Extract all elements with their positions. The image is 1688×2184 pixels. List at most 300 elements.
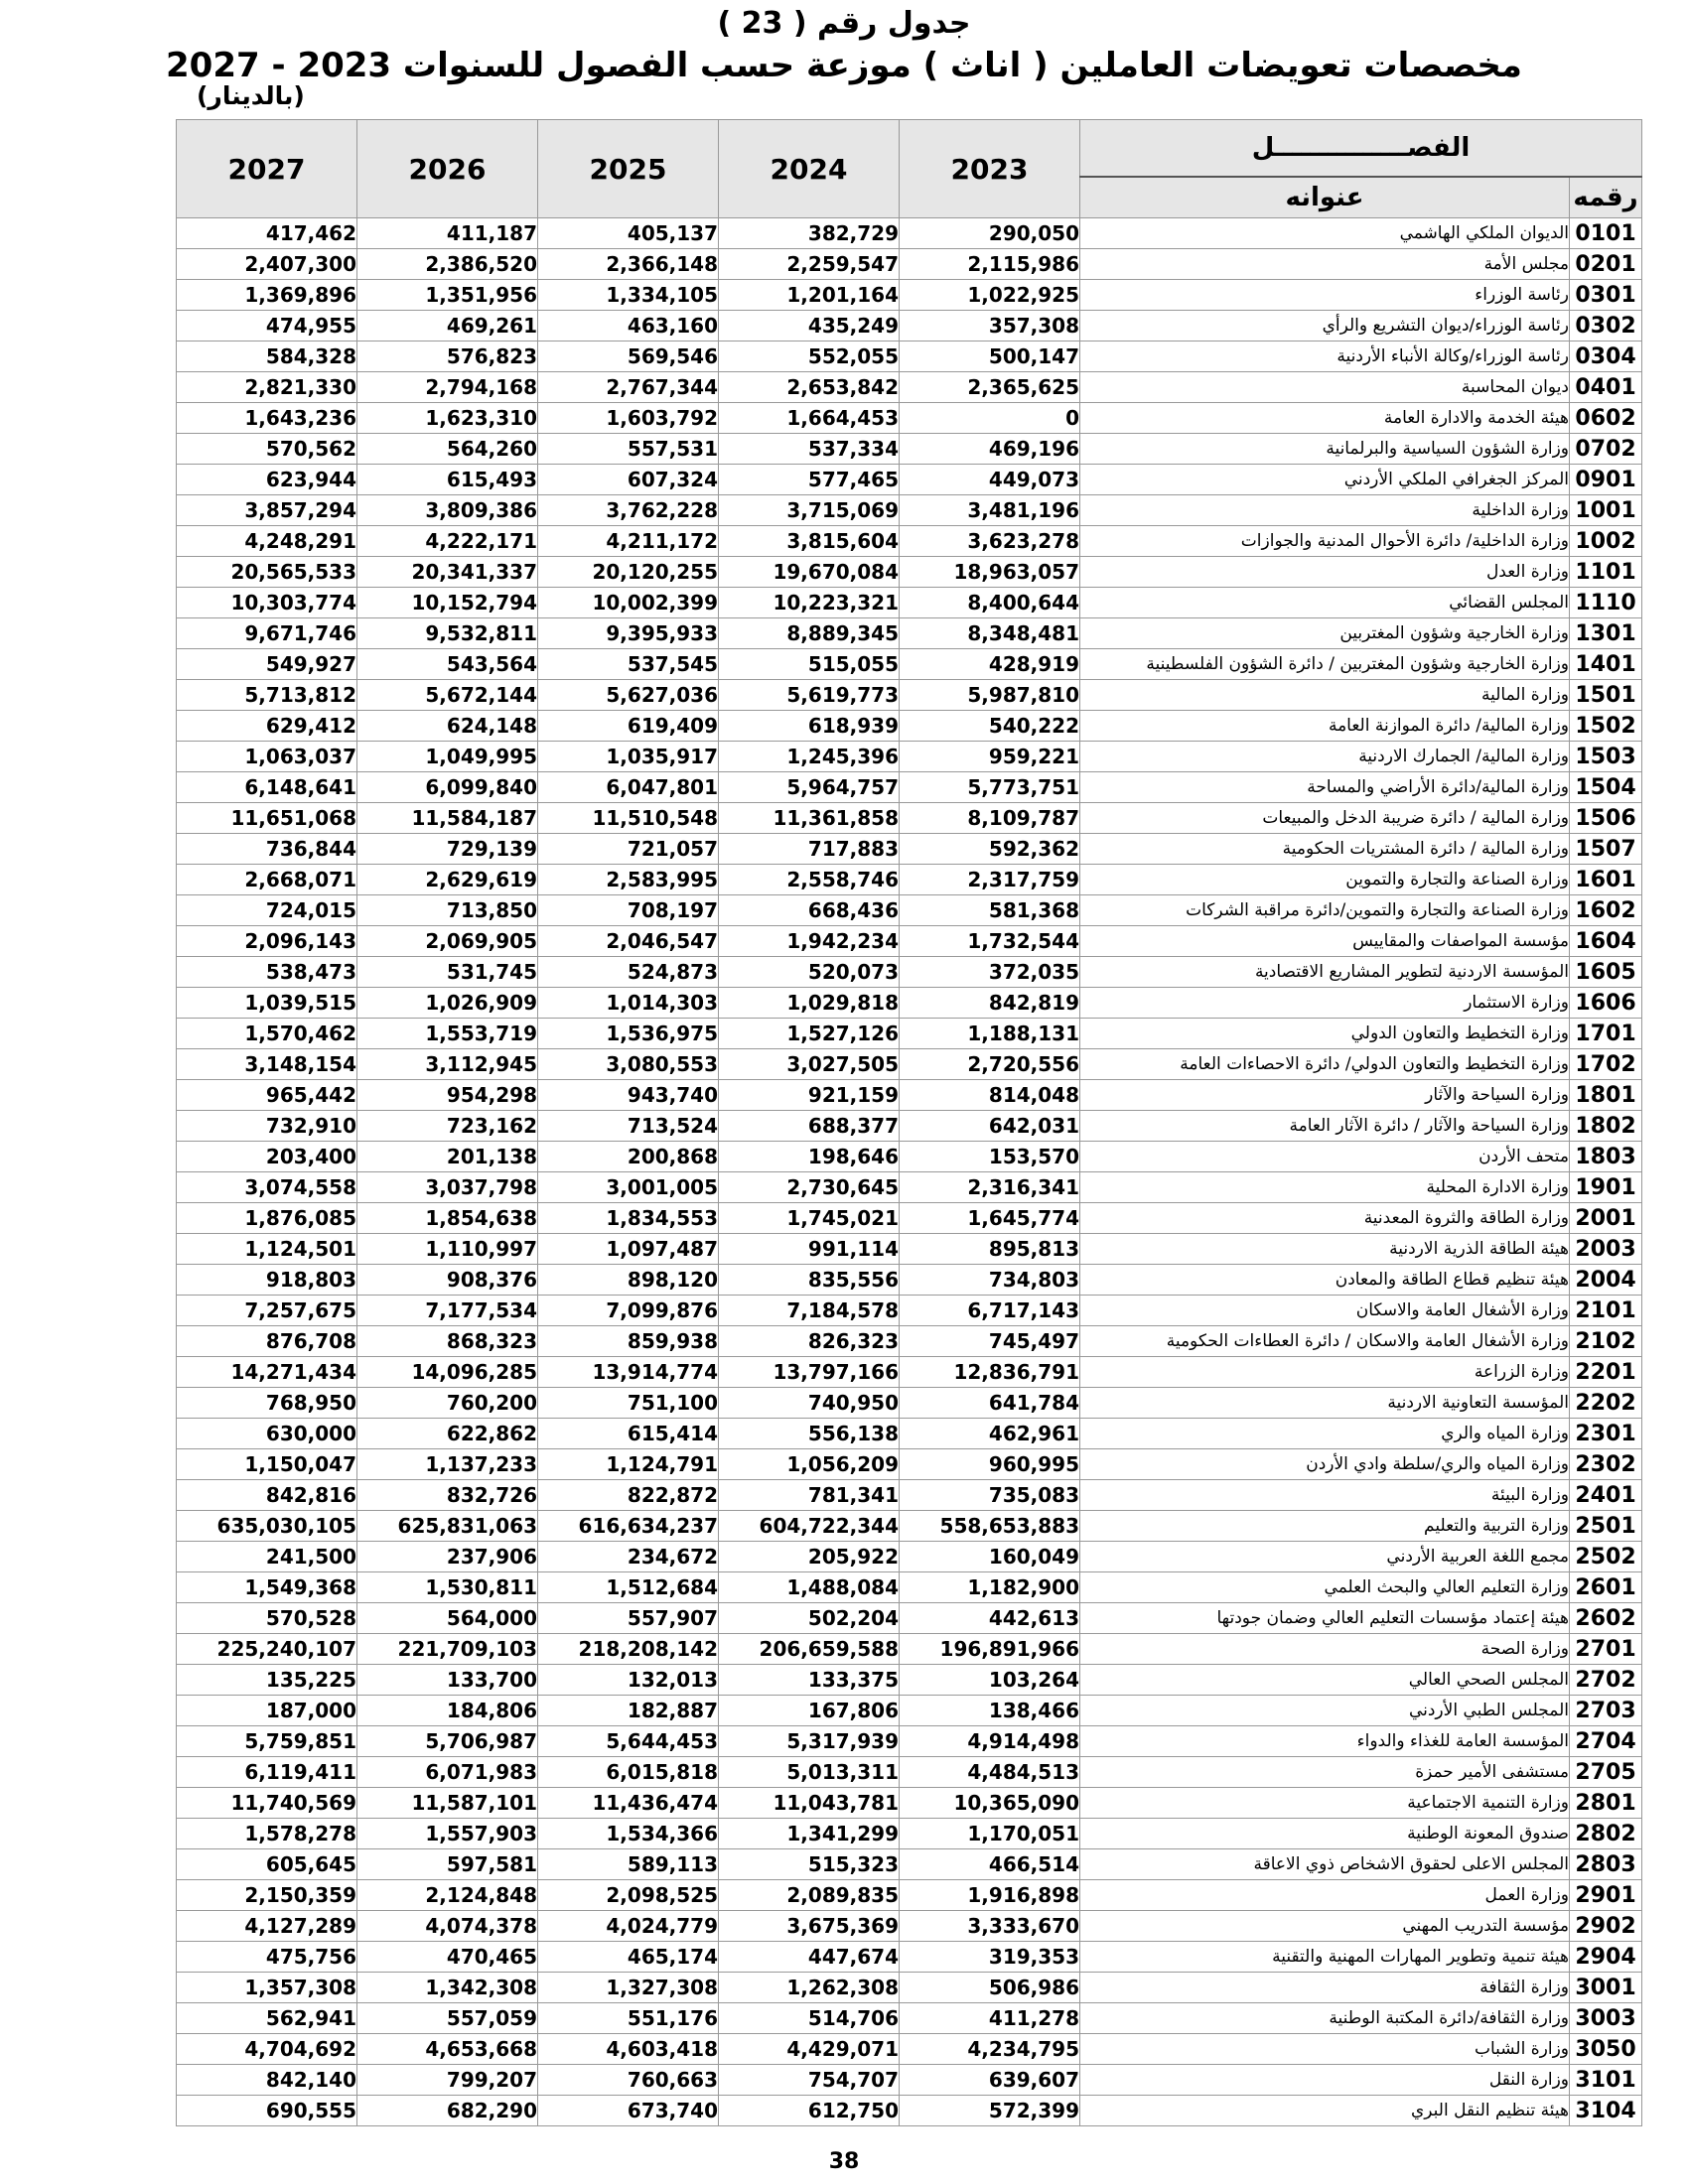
value-2027: 570,528: [177, 1603, 357, 1634]
value-2026: 557,059: [357, 2003, 538, 2034]
chapter-name: وزارة التربية والتعليم: [1080, 1511, 1570, 1542]
chapter-code: 3003: [1570, 2003, 1642, 2034]
chapter-name: وزارة الطاقة والثروة المعدنية: [1080, 1203, 1570, 1234]
value-2023: 469,196: [900, 434, 1080, 465]
value-2025: 4,603,418: [538, 2034, 719, 2065]
chapter-name: وزارة الداخلية/ دائرة الأحوال المدنية والجوازات: [1080, 526, 1570, 557]
value-2024: 5,964,757: [719, 772, 900, 803]
value-2023: 2,720,556: [900, 1049, 1080, 1080]
value-2024: 13,797,166: [719, 1357, 900, 1388]
value-2025: 760,663: [538, 2065, 719, 2096]
table-subtitle: مخصصات تعويضات العاملين ( اناث ) موزعة حسب الفصول للسنوات 2023 - 2027: [166, 46, 1522, 85]
value-2026: 6,071,983: [357, 1757, 538, 1788]
header-year-2023: 2023: [900, 120, 1080, 218]
value-2025: 13,914,774: [538, 1357, 719, 1388]
table-row: [177, 2034, 1642, 2065]
chapter-name: وزارة المالية / دائرة ضريبة الدخل والمبيعات: [1080, 803, 1570, 834]
chapter-code: 2901: [1570, 1880, 1642, 1911]
table-row: [177, 1911, 1642, 1942]
chapter-name: هيئة تنمية وتطوير المهارات المهنية والتقنية: [1080, 1942, 1570, 1973]
chapter-name: وزارة المالية: [1080, 680, 1570, 711]
value-2027: 1,124,501: [177, 1234, 357, 1265]
chapter-code: 0301: [1570, 280, 1642, 311]
value-2026: 1,137,233: [357, 1449, 538, 1480]
table-row: [177, 895, 1642, 926]
value-2023: 500,147: [900, 341, 1080, 372]
value-2026: 760,200: [357, 1388, 538, 1419]
value-2027: 635,030,105: [177, 1511, 357, 1542]
value-2025: 589,113: [538, 1849, 719, 1880]
value-2027: 724,015: [177, 895, 357, 926]
chapter-name: وزارة المالية/دائرة الأراضي والمساحة: [1080, 772, 1570, 803]
table-row: [177, 1788, 1642, 1819]
value-2025: 3,001,005: [538, 1172, 719, 1203]
value-2025: 557,531: [538, 434, 719, 465]
value-2023: 18,963,057: [900, 557, 1080, 588]
value-2024: 8,889,345: [719, 618, 900, 649]
value-2026: 221,709,103: [357, 1634, 538, 1665]
chapter-name: المجلس الطبي الأردني: [1080, 1696, 1570, 1726]
value-2024: 612,750: [719, 2096, 900, 2126]
table-row: [177, 434, 1642, 465]
chapter-name: مؤسسة التدريب المهني: [1080, 1911, 1570, 1942]
value-2024: 1,664,453: [719, 403, 900, 434]
value-2027: 9,671,746: [177, 618, 357, 649]
table-row: [177, 1357, 1642, 1388]
value-2026: 1,110,997: [357, 1234, 538, 1265]
value-2027: 584,328: [177, 341, 357, 372]
chapter-code: 1502: [1570, 711, 1642, 742]
value-2025: 405,137: [538, 218, 719, 249]
value-2026: 1,623,310: [357, 403, 538, 434]
value-2025: 1,603,792: [538, 403, 719, 434]
chapter-name: وزارة التخطيط والتعاون الدولي/ دائرة الاحصاءات العامة: [1080, 1049, 1570, 1080]
value-2023: 1,022,925: [900, 280, 1080, 311]
value-2024: 2,558,746: [719, 865, 900, 895]
value-2025: 2,046,547: [538, 926, 719, 957]
chapter-code: 2705: [1570, 1757, 1642, 1788]
chapter-code: 2302: [1570, 1449, 1642, 1480]
value-2026: 14,096,285: [357, 1357, 538, 1388]
chapter-name: وزارة الثقافة: [1080, 1973, 1570, 2003]
value-2025: 9,395,933: [538, 618, 719, 649]
value-2027: 732,910: [177, 1111, 357, 1142]
chapter-name: مؤسسة المواصفات والمقاييس: [1080, 926, 1570, 957]
value-2026: 20,341,337: [357, 557, 538, 588]
chapter-code: 2101: [1570, 1296, 1642, 1326]
value-2025: 6,047,801: [538, 772, 719, 803]
table-row: [177, 2096, 1642, 2126]
value-2024: 382,729: [719, 218, 900, 249]
table-row: [177, 1326, 1642, 1357]
table-row: [177, 2065, 1642, 2096]
value-2027: 4,704,692: [177, 2034, 357, 2065]
chapter-code: 1701: [1570, 1019, 1642, 1049]
value-2024: 3,027,505: [719, 1049, 900, 1080]
chapter-code: 1002: [1570, 526, 1642, 557]
value-2027: 876,708: [177, 1326, 357, 1357]
table-row: [177, 1880, 1642, 1911]
value-2023: 12,836,791: [900, 1357, 1080, 1388]
value-2027: 475,756: [177, 1942, 357, 1973]
table-row: [177, 1634, 1642, 1665]
chapter-code: 2501: [1570, 1511, 1642, 1542]
value-2023: 895,813: [900, 1234, 1080, 1265]
chapter-code: 1802: [1570, 1111, 1642, 1142]
value-2025: 4,211,172: [538, 526, 719, 557]
table-row: [177, 526, 1642, 557]
value-2023: 3,333,670: [900, 1911, 1080, 1942]
value-2026: 832,726: [357, 1480, 538, 1511]
value-2026: 682,290: [357, 2096, 538, 2126]
value-2027: 1,039,515: [177, 988, 357, 1019]
value-2023: 10,365,090: [900, 1788, 1080, 1819]
table-body: [177, 218, 1642, 2126]
table-row: [177, 1019, 1642, 1049]
value-2027: 965,442: [177, 1080, 357, 1111]
value-2024: 435,249: [719, 311, 900, 341]
header-year-2027: 2027: [177, 120, 357, 218]
value-2024: 668,436: [719, 895, 900, 926]
chapter-name: وزارة الأشغال العامة والاسكان / دائرة العطاءات الحكومية: [1080, 1326, 1570, 1357]
value-2023: 639,607: [900, 2065, 1080, 2096]
value-2027: 3,074,558: [177, 1172, 357, 1203]
value-2024: 205,922: [719, 1542, 900, 1572]
value-2027: 474,955: [177, 311, 357, 341]
chapter-code: 1101: [1570, 557, 1642, 588]
value-2024: 1,745,021: [719, 1203, 900, 1234]
value-2025: 943,740: [538, 1080, 719, 1111]
value-2023: 1,645,774: [900, 1203, 1080, 1234]
value-2027: 135,225: [177, 1665, 357, 1696]
value-2024: 19,670,084: [719, 557, 900, 588]
value-2027: 6,148,641: [177, 772, 357, 803]
chapter-code: 2301: [1570, 1419, 1642, 1449]
value-2027: 4,127,289: [177, 1911, 357, 1942]
value-2024: 198,646: [719, 1142, 900, 1172]
value-2023: 2,115,986: [900, 249, 1080, 280]
value-2025: 5,644,453: [538, 1726, 719, 1757]
chapter-code: 0304: [1570, 341, 1642, 372]
chapter-name: وزارة الصناعة والتجارة والتموين: [1080, 865, 1570, 895]
value-2026: 3,809,386: [357, 495, 538, 526]
chapter-name: المجلس الصحي العالي: [1080, 1665, 1570, 1696]
table-row: [177, 1203, 1642, 1234]
value-2023: 642,031: [900, 1111, 1080, 1142]
value-2026: 2,794,168: [357, 372, 538, 403]
value-2024: 2,089,835: [719, 1880, 900, 1911]
chapter-code: 1401: [1570, 649, 1642, 680]
table-row: [177, 711, 1642, 742]
value-2023: 411,278: [900, 2003, 1080, 2034]
value-2024: 1,262,308: [719, 1973, 900, 2003]
value-2027: 842,140: [177, 2065, 357, 2096]
value-2024: 167,806: [719, 1696, 900, 1726]
value-2026: 4,653,668: [357, 2034, 538, 2065]
chapter-name: وزارة الزراعة: [1080, 1357, 1570, 1388]
value-2025: 463,160: [538, 311, 719, 341]
chapter-code: 1506: [1570, 803, 1642, 834]
value-2027: 11,740,569: [177, 1788, 357, 1819]
chapter-name: وزارة المياه والري: [1080, 1419, 1570, 1449]
chapter-code: 0302: [1570, 311, 1642, 341]
chapter-name: مجلس الأمة: [1080, 249, 1570, 280]
table-row: [177, 988, 1642, 1019]
value-2026: 2,124,848: [357, 1880, 538, 1911]
value-2023: 592,362: [900, 834, 1080, 865]
value-2024: 514,706: [719, 2003, 900, 2034]
value-2026: 713,850: [357, 895, 538, 926]
chapter-code: 2602: [1570, 1603, 1642, 1634]
value-2026: 868,323: [357, 1326, 538, 1357]
table-row: [177, 1111, 1642, 1142]
value-2027: 2,668,071: [177, 865, 357, 895]
value-2023: 428,919: [900, 649, 1080, 680]
value-2027: 562,941: [177, 2003, 357, 2034]
value-2026: 5,706,987: [357, 1726, 538, 1757]
value-2024: 688,377: [719, 1111, 900, 1142]
value-2027: 1,570,462: [177, 1019, 357, 1049]
value-2025: 619,409: [538, 711, 719, 742]
chapter-name: هيئة الخدمة والادارة العامة: [1080, 403, 1570, 434]
value-2026: 1,530,811: [357, 1572, 538, 1603]
chapter-code: 0101: [1570, 218, 1642, 249]
value-2023: 2,365,625: [900, 372, 1080, 403]
table-row: [177, 1973, 1642, 2003]
chapter-name: وزارة الخارجية وشؤون المغتربين / دائرة الشؤون الفلسطينية: [1080, 649, 1570, 680]
table-row: [177, 1942, 1642, 1973]
chapter-name: متحف الأردن: [1080, 1142, 1570, 1172]
value-2026: 411,187: [357, 218, 538, 249]
value-2026: 1,049,995: [357, 742, 538, 772]
value-2023: 466,514: [900, 1849, 1080, 1880]
value-2023: 196,891,966: [900, 1634, 1080, 1665]
value-2023: 4,484,513: [900, 1757, 1080, 1788]
chapter-code: 1602: [1570, 895, 1642, 926]
table-row: [177, 772, 1642, 803]
value-2024: 515,323: [719, 1849, 900, 1880]
chapter-code: 2401: [1570, 1480, 1642, 1511]
value-2026: 954,298: [357, 1080, 538, 1111]
value-2024: 1,056,209: [719, 1449, 900, 1480]
value-2024: 717,883: [719, 834, 900, 865]
value-2026: 543,564: [357, 649, 538, 680]
value-2024: 835,556: [719, 1265, 900, 1296]
value-2027: 241,500: [177, 1542, 357, 1572]
table-row: [177, 1572, 1642, 1603]
value-2025: 218,208,142: [538, 1634, 719, 1665]
chapter-code: 1501: [1570, 680, 1642, 711]
value-2026: 3,112,945: [357, 1049, 538, 1080]
chapter-code: 2802: [1570, 1819, 1642, 1849]
value-2026: 469,261: [357, 311, 538, 341]
value-2027: 842,816: [177, 1480, 357, 1511]
value-2023: 581,368: [900, 895, 1080, 926]
table-row: [177, 1757, 1642, 1788]
chapter-name: المؤسسة التعاونية الاردنية: [1080, 1388, 1570, 1419]
value-2026: 531,745: [357, 957, 538, 988]
chapter-name: وزارة الصحة: [1080, 1634, 1570, 1665]
value-2027: 203,400: [177, 1142, 357, 1172]
value-2024: 991,114: [719, 1234, 900, 1265]
value-2024: 2,653,842: [719, 372, 900, 403]
value-2027: 768,950: [177, 1388, 357, 1419]
value-2027: 3,857,294: [177, 495, 357, 526]
value-2025: 1,014,303: [538, 988, 719, 1019]
value-2023: 153,570: [900, 1142, 1080, 1172]
value-2024: 754,707: [719, 2065, 900, 2096]
value-2023: 8,400,644: [900, 588, 1080, 618]
chapter-name: هيئة تنظيم قطاع الطاقة والمعادن: [1080, 1265, 1570, 1296]
chapter-name: مستشفى الأمير حمزة: [1080, 1757, 1570, 1788]
chapter-name: رئاسة الوزراء/ديوان التشريع والرأي: [1080, 311, 1570, 341]
header-year-2025: 2025: [538, 120, 719, 218]
value-2027: 2,821,330: [177, 372, 357, 403]
chapter-name: وزارة الصناعة والتجارة والتموين/دائرة مراقبة الشركات: [1080, 895, 1570, 926]
value-2025: 616,634,237: [538, 1511, 719, 1542]
value-2026: 908,376: [357, 1265, 538, 1296]
chapter-code: 1702: [1570, 1049, 1642, 1080]
value-2023: 540,222: [900, 711, 1080, 742]
table-row: [177, 1603, 1642, 1634]
table-row: [177, 1696, 1642, 1726]
value-2025: 822,872: [538, 1480, 719, 1511]
table-row: [177, 926, 1642, 957]
chapter-name: وزارة الخارجية وشؤون المغتربين: [1080, 618, 1570, 649]
value-2025: 465,174: [538, 1942, 719, 1973]
value-2024: 1,029,818: [719, 988, 900, 1019]
table-row: [177, 1080, 1642, 1111]
value-2025: 1,334,105: [538, 280, 719, 311]
value-2027: 1,357,308: [177, 1973, 357, 2003]
value-2024: 3,675,369: [719, 1911, 900, 1942]
value-2025: 751,100: [538, 1388, 719, 1419]
table-row: [177, 588, 1642, 618]
table-row: [177, 1480, 1642, 1511]
value-2026: 1,553,719: [357, 1019, 538, 1049]
chapter-code: 2702: [1570, 1665, 1642, 1696]
value-2024: 10,223,321: [719, 588, 900, 618]
chapter-name: وزارة الداخلية: [1080, 495, 1570, 526]
chapter-name: رئاسة الوزراء/وكالة الأنباء الأردنية: [1080, 341, 1570, 372]
chapter-code: 2703: [1570, 1696, 1642, 1726]
value-2025: 2,098,525: [538, 1880, 719, 1911]
value-2023: 462,961: [900, 1419, 1080, 1449]
value-2023: 1,182,900: [900, 1572, 1080, 1603]
table-row: [177, 1142, 1642, 1172]
value-2024: 1,341,299: [719, 1819, 900, 1849]
chapter-code: 1803: [1570, 1142, 1642, 1172]
header-name: عنوانه: [1080, 177, 1570, 218]
value-2024: 2,730,645: [719, 1172, 900, 1203]
chapter-code: 2003: [1570, 1234, 1642, 1265]
chapter-code: 1801: [1570, 1080, 1642, 1111]
chapter-name: مجمع اللغة العربية الأردني: [1080, 1542, 1570, 1572]
value-2023: 160,049: [900, 1542, 1080, 1572]
chapter-name: هيئة الطاقة الذرية الاردنية: [1080, 1234, 1570, 1265]
value-2023: 1,170,051: [900, 1819, 1080, 1849]
chapter-name: وزارة الاستثمار: [1080, 988, 1570, 1019]
chapter-name: هيئة تنظيم النقل البري: [1080, 2096, 1570, 2126]
table-row: [177, 1296, 1642, 1326]
chapter-name: وزارة الادارة المحلية: [1080, 1172, 1570, 1203]
value-2026: 4,222,171: [357, 526, 538, 557]
value-2025: 713,524: [538, 1111, 719, 1142]
value-2027: 225,240,107: [177, 1634, 357, 1665]
table-row: [177, 249, 1642, 280]
chapter-code: 3101: [1570, 2065, 1642, 2096]
value-2027: 629,412: [177, 711, 357, 742]
value-2024: 781,341: [719, 1480, 900, 1511]
chapter-code: 0602: [1570, 403, 1642, 434]
chapter-name: وزارة السياحة والآثار / دائرة الآثار العامة: [1080, 1111, 1570, 1142]
value-2024: 4,429,071: [719, 2034, 900, 2065]
value-2027: 2,096,143: [177, 926, 357, 957]
value-2025: 1,327,308: [538, 1973, 719, 2003]
table-row: [177, 618, 1642, 649]
value-2027: 918,803: [177, 1265, 357, 1296]
table-row: [177, 311, 1642, 341]
value-2023: 5,987,810: [900, 680, 1080, 711]
chapter-name: وزارة الأشغال العامة والاسكان: [1080, 1296, 1570, 1326]
chapter-code: 1504: [1570, 772, 1642, 803]
chapter-name: وزارة الشباب: [1080, 2034, 1570, 2065]
chapter-name: المؤسسة العامة للغذاء والدواء: [1080, 1726, 1570, 1757]
value-2026: 10,152,794: [357, 588, 538, 618]
chapter-name: وزارة النقل: [1080, 2065, 1570, 2096]
value-2023: 442,613: [900, 1603, 1080, 1634]
chapter-name: وزارة الشؤون السياسية والبرلمانية: [1080, 434, 1570, 465]
chapter-code: 2004: [1570, 1265, 1642, 1296]
value-2023: 8,109,787: [900, 803, 1080, 834]
value-2025: 234,672: [538, 1542, 719, 1572]
value-2026: 2,629,619: [357, 865, 538, 895]
value-2023: 4,234,795: [900, 2034, 1080, 2065]
value-2025: 11,510,548: [538, 803, 719, 834]
table-row: [177, 1726, 1642, 1757]
value-2027: 538,473: [177, 957, 357, 988]
value-2023: 1,188,131: [900, 1019, 1080, 1049]
value-2023: 572,399: [900, 2096, 1080, 2126]
value-2025: 2,767,344: [538, 372, 719, 403]
value-2026: 2,069,905: [357, 926, 538, 957]
value-2026: 622,862: [357, 1419, 538, 1449]
value-2023: 814,048: [900, 1080, 1080, 1111]
table-row: [177, 957, 1642, 988]
table-row: [177, 680, 1642, 711]
value-2026: 6,099,840: [357, 772, 538, 803]
value-2024: 604,722,344: [719, 1511, 900, 1542]
table-row: [177, 1172, 1642, 1203]
table-row: [177, 403, 1642, 434]
chapter-name: هيئة إعتماد مؤسسات التعليم العالي وضمان جودتها: [1080, 1603, 1570, 1634]
value-2026: 201,138: [357, 1142, 538, 1172]
value-2023: 3,481,196: [900, 495, 1080, 526]
value-2024: 1,942,234: [719, 926, 900, 957]
value-2024: 556,138: [719, 1419, 900, 1449]
value-2023: 319,353: [900, 1942, 1080, 1973]
value-2023: 6,717,143: [900, 1296, 1080, 1326]
value-2023: 103,264: [900, 1665, 1080, 1696]
table-row: [177, 1234, 1642, 1265]
value-2027: 570,562: [177, 434, 357, 465]
chapter-code: 1503: [1570, 742, 1642, 772]
value-2027: 3,148,154: [177, 1049, 357, 1080]
value-2023: 734,803: [900, 1265, 1080, 1296]
chapter-name: وزارة التخطيط والتعاون الدولي: [1080, 1019, 1570, 1049]
chapter-code: 2502: [1570, 1542, 1642, 1572]
chapter-name: المجلس القضائي: [1080, 588, 1570, 618]
